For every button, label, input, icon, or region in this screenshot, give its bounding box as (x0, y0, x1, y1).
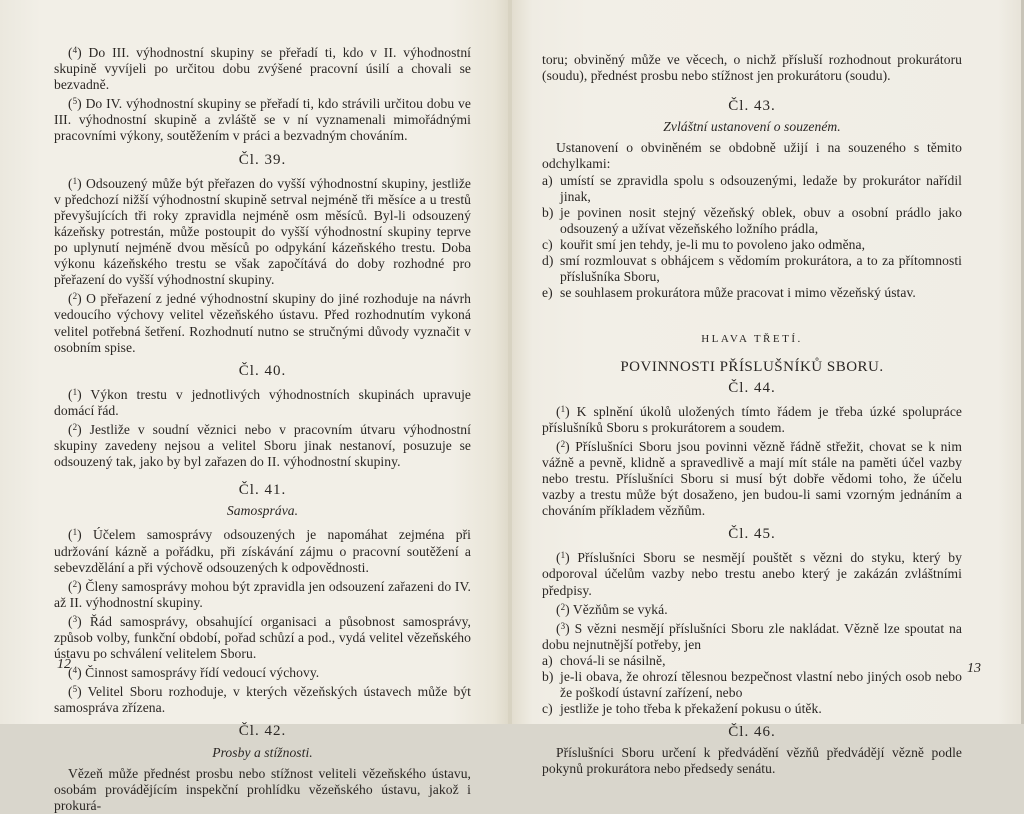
paragraph: Ustanovení o obviněném se obdobně užijí i na souzeného s těmito odchylkami: (542, 140, 962, 172)
right-page-text (542, 52, 962, 778)
paragraph: ($^1$) Účelem samosprávy odsouzených je napomáhat zejména při udržování kázně a pořádku, při získávání zájmu o pracovní soutěžení a sebevzdělání a při výchově odsouzených k odpovědnosti. (54, 527, 472, 575)
list-item: e) se souhlasem prokurátora může pracovat i mimo vězeňský ústav. (542, 285, 916, 301)
paragraph: ($^1$) Příslušníci Sboru se nesmějí pouštět s vězni do styku, který by odporoval účelům vazby nebo trestu anebo který je zakázán zvláštními předpisy. (542, 550, 962, 598)
left-page-text (54, 42, 471, 814)
paragraph: toru; obviněný může ve věcech, o nichž přísluší rozhodnout prokurátoru (soudu), přednést prosbu nebo stížnost jen prokurátoru (soudu). (542, 52, 962, 84)
paragraph: Vězeň může přednést prosbu nebo stížnost veliteli vězeňského ústavu, osobám provádějícím inspekční prohlídku vězeňského ústavu, jakož i prokurá- (54, 765, 471, 813)
article-heading: Čl. 42. (238, 723, 287, 740)
article-heading: Čl. 44. (728, 379, 776, 396)
list-item: b) je-li obava, že ohrozí tělesnou bezpečnost vlastní nebo jiných osob nebo že poškodí ústavní zařízení, nebo (542, 669, 962, 701)
list-item: b) je povinen nosit stejný vězeňský oblek, obuv a osobní prádlo jako odsouzený a užívat vězeňského ložního prádla, (542, 204, 962, 236)
article-subtitle: Prosby a stížnosti. (212, 744, 313, 760)
paragraph: ($^5$) Velitel Sboru rozhoduje, v kterých vězeňských ústavech může být samospráva zřízena. (54, 684, 472, 716)
paragraph: ($^2$) Členy samosprávy mohou být zpravidla jen odsouzení zařazeni do IV. až II. výhodnostní skupiny. (54, 578, 472, 610)
paragraph: ($^5$) Do IV. výhodnostní skupiny se přeřadí ti, kdo strávili určitou dobu ve III. výhodnostní skupině a zvláště se v ní vyznamenali mimořádnými pracovními výkony, soutěžením v práci a bezvadným chováním. (54, 96, 471, 144)
paragraph: Příslušníci Sboru určení k předvádění vězňů předvádějí vězně podle pokynů prokurátora nebo předsedy senátu. (542, 745, 962, 777)
paragraph: ($^2$) Příslušníci Sboru jsou povinni vězně řádně střežit, chovat se k nim vážně a pevně, klidně a spravedlivě a mají mít stále na paměti účel vazby nebo trestu. Příslušníci Sboru si musí být dobře vědomi toho, že účelu vazby a trestu může být dosaženo, jen budou-li sami vzorným jednáním a chováním příkladem vězňům. (542, 438, 962, 519)
part-label: HLAVA TŘETÍ. (701, 333, 803, 346)
list-item: a) chová-li se násilně, (542, 652, 666, 668)
article-heading: Čl. 39. (238, 151, 287, 168)
page-number: 12 (57, 657, 71, 672)
list-item: c) kouřit smí jen tehdy, je-li mu to povoleno jako odměna, (542, 236, 866, 252)
list-item: d) smí rozmlouvat s obhájcem s vědomím prokurátora, a to za přítomnosti příslušníka Sboru, (542, 253, 962, 285)
list-item: a) umístí se zpravidla spolu s odsouzenými, ledaže by prokurátor nařídil jinak, (542, 172, 962, 204)
page-number: 13 (967, 661, 981, 676)
list-item: c) jestliže je toho třeba k překažení pokusu o útěk. (542, 701, 822, 717)
paragraph: ($^2$) O přeřazení z jedné výhodnostní skupiny do jiné rozhoduje na návrh vedoucího výchovy velitel vězeňského ústavu. Před rozhodnutím vykoná velitel potřebná šetření. Rozhodnutí nutno se stručnými důvody vyznačit v osobním spise. (54, 291, 471, 355)
paragraph: ($^1$) Výkon trestu v jednotlivých výhodnostních skupinách upravuje domácí řád. (54, 386, 472, 418)
article-subtitle: Samospráva. (226, 503, 299, 519)
paragraph: ($^2$) Jestliže v soudní věznici nebo v pracovním útvaru výhodnostní skupiny zavedeny nejsou a velitel Sboru jinak nestanoví, posuzuje se odsouzený tak, jako by byl zařazen do II. výhodnostní skupiny. (54, 421, 471, 470)
article-heading: Čl. 40. (238, 362, 287, 379)
paragraph: ($^1$) K splnění úkolů uložených tímto řádem je třeba úzké spolupráce příslušníků Sboru s prokurátorem a soudem. (542, 403, 962, 435)
article-subtitle: Zvláštní ustanovení o souzeném. (663, 119, 841, 135)
paragraph: ($^3$) Řád samosprávy, obsahující organisaci a působnost samosprávy, způsob volby, funkční období, pořad schůzí a pod., vydá velitel vězeňského ústavu po schválení velitelem Sboru. (54, 613, 471, 662)
paragraph: ($^1$) Odsouzený může být přeřazen do vyšší výhodnostní skupiny, jestliže v předchozí nižší výhodnostní skupině setrval nejméně tři měsíce a u trestů převyšujících tři roky zpravidla nejméně osm měsíců. Byl-li odsouzený kázeňsky potrestán, může postoupit do vyšší výhodnostní skupiny teprve po uplynutí nejméně dvou měsíců po odpykání kázeňského trestu. Doba výkonu kázeňského trestu se však započítává do doby rozhodné pro přeřazení do vyšší výhodnostní skupiny. (54, 175, 471, 288)
article-heading: Čl. 43. (728, 98, 776, 115)
chapter-title: POVINNOSTI PŘÍSLUŠNÍKŮ SBORU. (620, 359, 884, 376)
article-heading: Čl. 45. (728, 526, 776, 543)
article-heading: Čl. 41. (238, 482, 287, 499)
paragraph: ($^2$) Vězňům se vyká. (556, 601, 668, 617)
right-page (512, 0, 1024, 777)
paragraph: ($^3$) S vězni nesmějí příslušníci Sboru zle nakládat. Vězně lze spoutat na dobu nejnutnější potřeby, jen (542, 620, 962, 652)
article-heading: Čl. 46. (728, 724, 776, 741)
paragraph: ($^4$) Do III. výhodnostní skupiny se přeřadí ti, kdo v II. výhodnostní skupině vyvíjeli po určitou dobu zvýšené pracovní úsilí a chovali se bezvadně. (54, 45, 471, 93)
left-page (0, 0, 510, 813)
paragraph: ($^4$) Činnost samosprávy řídí vedoucí výchovy. (68, 665, 320, 681)
